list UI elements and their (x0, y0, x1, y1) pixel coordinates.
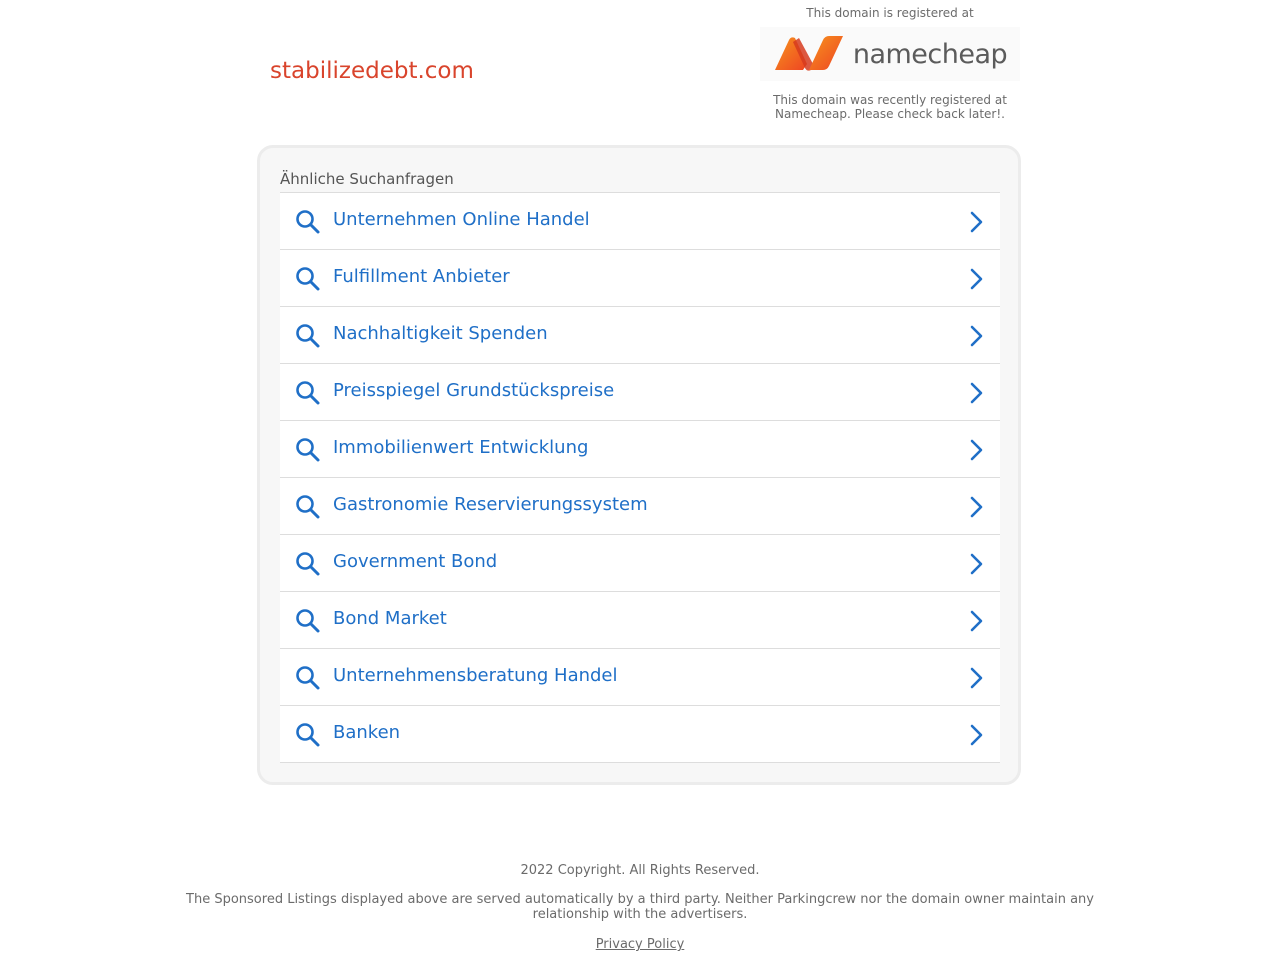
chevron-right-icon (968, 609, 984, 633)
result-item[interactable] (280, 649, 1000, 706)
privacy-policy-link[interactable]: Privacy Policy (595, 937, 685, 952)
domain-name[interactable]: stabilizedebt.com (270, 58, 474, 84)
chevron-right-icon (968, 666, 984, 690)
chevron-right-icon (968, 723, 984, 747)
registrar-note: This domain was recently registered at Namecheap. Please check back later!. (773, 93, 1007, 121)
result-item[interactable] (280, 535, 1000, 592)
search-icon (295, 722, 321, 748)
result-label: Preisspiegel Grundstückspreise (333, 380, 615, 401)
result-item[interactable] (280, 250, 1000, 307)
result-label: Nachhaltigkeit Spenden (333, 323, 548, 344)
disclaimer-text: The Sponsored Listings displayed above are served automatically by a third party. Neither Parkingcrew nor the domain owner maintain any relationship with the advertisers. (186, 892, 1094, 922)
result-label: Fulfillment Anbieter (333, 266, 510, 287)
result-item[interactable] (280, 421, 1000, 478)
result-label: Unternehmensberatung Handel (333, 665, 618, 686)
result-label: Bond Market (333, 608, 447, 629)
chevron-right-icon (968, 267, 984, 291)
search-icon (295, 665, 321, 691)
search-icon (295, 209, 321, 235)
chevron-right-icon (968, 381, 984, 405)
registrar-logo[interactable] (760, 27, 1020, 81)
search-icon (295, 437, 321, 463)
search-icon (295, 323, 321, 349)
chevron-right-icon (968, 324, 984, 348)
chevron-right-icon (968, 210, 984, 234)
search-icon (295, 266, 321, 292)
namecheap-logo-icon (773, 34, 845, 74)
results-list (280, 192, 1000, 763)
result-label: Gastronomie Reservierungssystem (333, 494, 648, 515)
search-icon (295, 494, 321, 520)
chevron-right-icon (968, 552, 984, 576)
chevron-right-icon (968, 495, 984, 519)
result-label: Immobilienwert Entwicklung (333, 437, 589, 458)
copyright-text: 2022 Copyright. All Rights Reserved. (520, 863, 760, 878)
result-item[interactable] (280, 592, 1000, 649)
result-label: Government Bond (333, 551, 498, 572)
result-label: Unternehmen Online Handel (333, 209, 590, 230)
result-label: Banken (333, 722, 401, 743)
search-icon (295, 608, 321, 634)
result-item[interactable] (280, 364, 1000, 421)
registrar-name: namecheap (852, 38, 1008, 70)
chevron-right-icon (968, 438, 984, 462)
result-item[interactable] (280, 193, 1000, 250)
search-icon (295, 551, 321, 577)
related-searches-panel (257, 145, 1021, 785)
result-item[interactable] (280, 478, 1000, 535)
registrar-block (760, 5, 1020, 121)
registered-at-text: This domain is registered at (806, 6, 974, 20)
result-item[interactable] (280, 706, 1000, 763)
panel-title: Ähnliche Suchanfragen (280, 170, 454, 188)
search-icon (295, 380, 321, 406)
footer (0, 862, 1280, 952)
result-item[interactable] (280, 307, 1000, 364)
